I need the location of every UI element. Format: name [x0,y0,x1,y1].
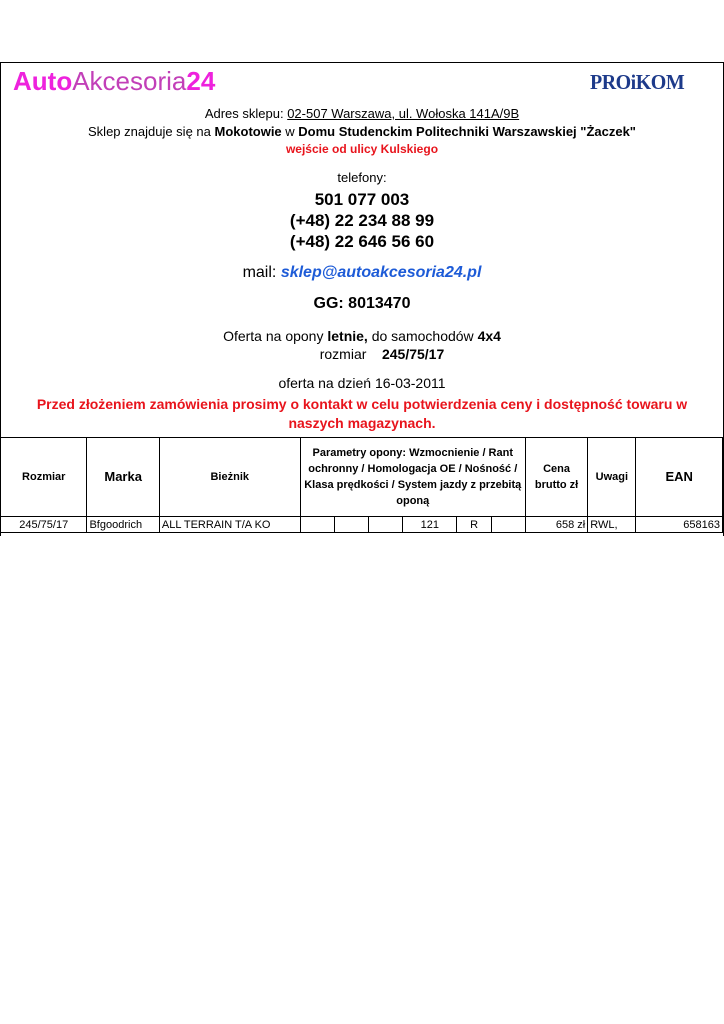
location-line: Sklep znajduje się na Mokotowie w Domu Studenckim Politechniki Warszawskiej "Żaczek" [88,124,636,139]
header-parametry: Parametry opony: Wzmocnienie / Rant ochronny / Homologacja OE / Nośność / Klasa prędkości / System jazdy z przebitą oponą [300,438,525,517]
header-rozmiar: Rozmiar [1,438,87,517]
header-cena: Cena brutto zł [525,438,587,517]
cell-homologacja [369,517,403,533]
address-line: Adres sklepu: 02-507 Warszawa, ul. Wołoska 141A/9B [204,106,520,121]
cell-uwagi: RWL, [588,517,636,533]
cell-rozmiar: 245/75/17 [1,517,87,533]
cell-wzmocnienie [300,517,334,533]
header-marka: Marka [87,438,159,517]
phone-1: 501 077 003 [314,190,410,209]
phone-2: (+48) 22 234 88 99 [289,211,435,230]
tire-table [0,437,723,533]
cell-klasa: R [457,517,491,533]
offer-date: oferta na dzień 16-03-2011 [278,375,446,391]
offer-line: Oferta na opony letnie, do samochodów 4x4 [223,328,501,344]
header-uwagi: Uwagi [588,438,636,517]
cell-nosnosc: 121 [403,517,457,533]
entrance-note: wejście od ulicy Kulskiego [285,142,439,156]
gg-number: GG: 8013470 [313,295,411,312]
header-ean: EAN [636,438,723,517]
phone-3: (+48) 22 646 56 60 [289,232,435,251]
header-bieznik: Bieżnik [159,438,300,517]
address-link[interactable]: 02-507 Warszawa, ul. Wołoska 141A/9B [287,106,520,121]
offer-size-line: rozmiar 245/75/17 [319,346,445,362]
table-header-row [1,438,723,517]
mail-link[interactable]: sklep@autoakcesoria24.pl [280,264,482,281]
cell-marka: Bfgoodrich [87,517,159,533]
table-row [1,517,723,533]
cell-ean: 658163 [636,517,723,533]
cell-bieznik: ALL TERRAIN T/A KO [159,517,300,533]
cell-rant [334,517,368,533]
cell-cena: 658 zł [525,517,587,533]
autoakcesoria-logo: AutoAkcesoria24 [13,66,216,96]
warning-text: Przed złożeniem zamówienia prosimy o kontakt w celu potwierdzenia ceny i dostępność towaru w naszych magazynach. [36,396,688,431]
proikom-logo: PROiKOM [590,70,685,94]
phones-label: telefony: [337,170,387,185]
mail-line: mail: sklep@autoakcesoria24.pl [242,264,482,281]
cell-system [491,517,525,533]
